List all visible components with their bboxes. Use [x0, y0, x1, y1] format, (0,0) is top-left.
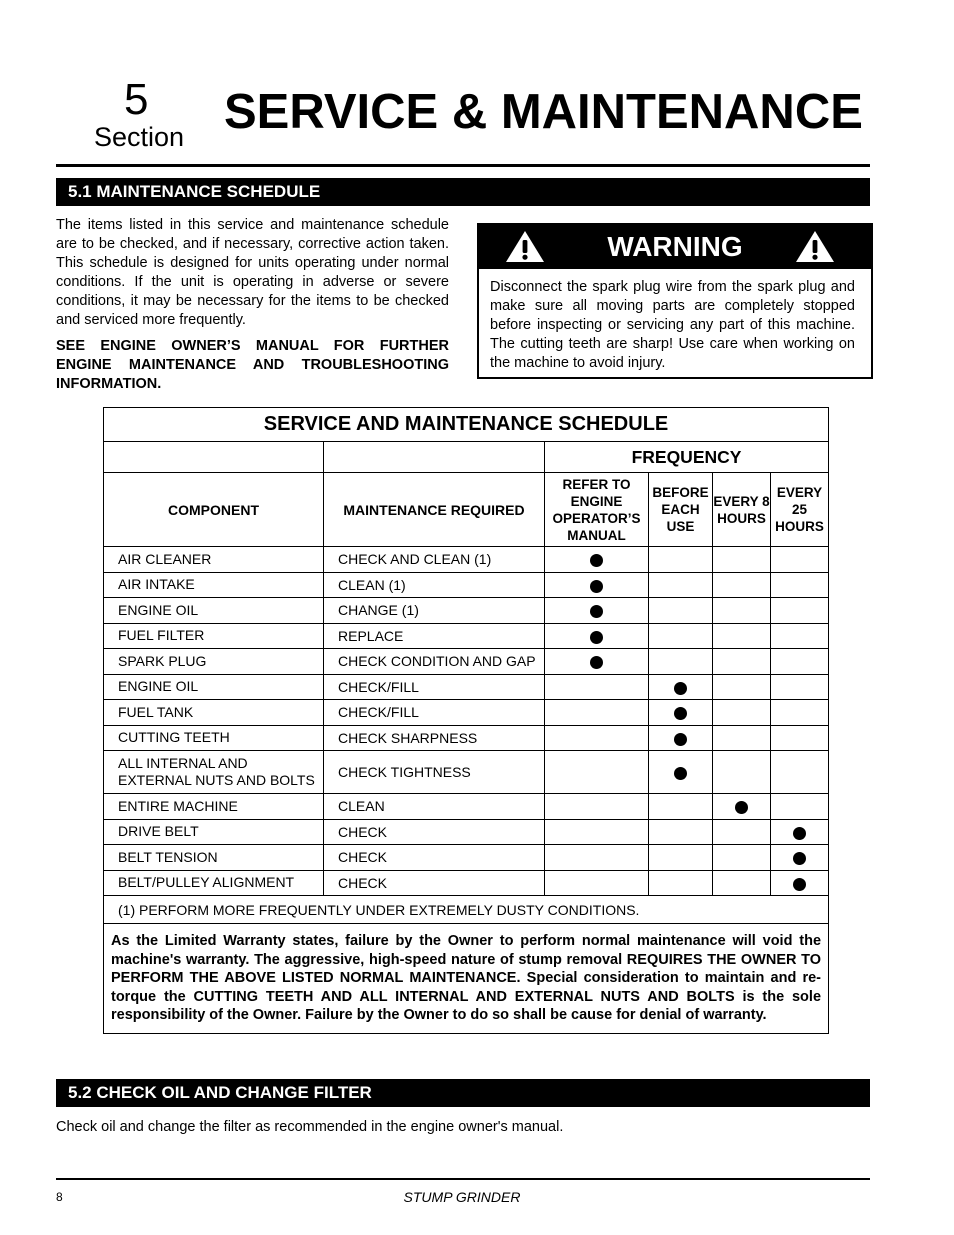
frequency-cell-refer [545, 649, 649, 675]
maintenance-cell: CHANGE (1) [324, 598, 545, 624]
schedule-dot-icon [590, 554, 603, 567]
frequency-cell-every25 [771, 819, 829, 845]
frequency-cell-before [649, 794, 713, 820]
maintenance-cell: CLEAN (1) [324, 572, 545, 598]
frequency-cell-every8 [713, 598, 771, 624]
frequency-cell-every25 [771, 598, 829, 624]
schedule-dot-icon [590, 631, 603, 644]
frequency-cell-before [649, 845, 713, 871]
frequency-cell-before [649, 674, 713, 700]
column-header-every-25-hours: EVERY 25 HOURS [771, 473, 829, 547]
warning-title: WARNING [607, 231, 743, 262]
schedule-dot-icon [674, 707, 687, 720]
frequency-cell-every8 [713, 794, 771, 820]
frequency-cell-refer [545, 845, 649, 871]
maintenance-cell: CHECK [324, 819, 545, 845]
schedule-dot-icon [674, 733, 687, 746]
page-title: SERVICE & MAINTENANCE [224, 85, 863, 139]
maintenance-cell: CHECK AND CLEAN (1) [324, 547, 545, 573]
frequency-cell-every8 [713, 547, 771, 573]
frequency-cell-every8 [713, 623, 771, 649]
footer-title [0, 1189, 954, 1205]
component-cell: ALL INTERNAL AND EXTERNAL NUTS AND BOLTS [104, 751, 324, 794]
table-row [104, 649, 829, 675]
table-row [104, 751, 829, 794]
column-header-refer-manual: REFER TO ENGINE OPERATOR’S MANUAL [545, 473, 649, 547]
frequency-cell-refer [545, 725, 649, 751]
table-row [104, 845, 829, 871]
frequency-cell-every25 [771, 845, 829, 871]
schedule-dot-icon [793, 852, 806, 865]
frequency-cell-before [649, 598, 713, 624]
table-row [104, 623, 829, 649]
frequency-cell-before [649, 547, 713, 573]
frequency-cell-every8 [713, 751, 771, 794]
warning-box [477, 223, 873, 379]
frequency-cell-every25 [771, 751, 829, 794]
frequency-cell-before [649, 751, 713, 794]
blank-header-cell [324, 442, 545, 473]
frequency-cell-every8 [713, 819, 771, 845]
schedule-dot-icon [590, 580, 603, 593]
schedule-dot-icon [674, 767, 687, 780]
warning-header [479, 225, 871, 269]
table-row [104, 572, 829, 598]
maintenance-cell: CLEAN [324, 794, 545, 820]
frequency-cell-every25 [771, 623, 829, 649]
column-header-every-8-hours: EVERY 8 HOURS [713, 473, 771, 547]
frequency-cell-every8 [713, 725, 771, 751]
warning-text: Disconnect the spark plug wire from the spark plug and make sure all moving parts are completely stopped before inspecting or servicing any part of this machine. The cutting teeth are sharp! Use care when working on the machine to avoid injury. [490, 279, 855, 371]
frequency-cell-every8 [713, 870, 771, 896]
component-cell: ENTIRE MACHINE [104, 794, 324, 820]
schedule-title: SERVICE AND MAINTENANCE SCHEDULE [104, 408, 829, 442]
frequency-cell-every8 [713, 572, 771, 598]
frequency-cell-refer [545, 794, 649, 820]
schedule-dot-icon [793, 827, 806, 840]
frequency-cell-every8 [713, 845, 771, 871]
frequency-cell-before [649, 649, 713, 675]
maintenance-schedule-table [103, 407, 829, 1034]
frequency-cell-refer [545, 623, 649, 649]
maintenance-cell: CHECK CONDITION AND GAP [324, 649, 545, 675]
schedule-dot-icon [590, 605, 603, 618]
frequency-cell-before [649, 572, 713, 598]
footer-divider [56, 1178, 870, 1180]
frequency-cell-before [649, 725, 713, 751]
maintenance-cell: CHECK/FILL [324, 700, 545, 726]
blank-header-cell [104, 442, 324, 473]
footer-title-text: STUMP GRINDER [403, 1189, 521, 1205]
component-cell: ENGINE OIL [104, 598, 324, 624]
frequency-cell-refer [545, 751, 649, 794]
check-oil-text: Check oil and change the filter as recommended in the engine owner's manual. [56, 1119, 564, 1135]
schedule-dot-icon [793, 878, 806, 891]
maintenance-cell: CHECK/FILL [324, 674, 545, 700]
table-row [104, 794, 829, 820]
frequency-cell-before [649, 700, 713, 726]
maintenance-cell: CHECK SHARPNESS [324, 725, 545, 751]
frequency-cell-refer [545, 674, 649, 700]
component-cell: FUEL FILTER [104, 623, 324, 649]
maintenance-cell: CHECK [324, 870, 545, 896]
frequency-cell-every25 [771, 649, 829, 675]
warranty-notice: As the Limited Warranty states, failure by the Owner to perform normal maintenance will void the machine's warranty. The aggressive, high-speed nature of stump removal REQUIRES THE OWNER TO PERFORM THE ABOVE LISTED NORMAL MAINTENANCE. Special consideration to maintain and re-torque the CUTTING TEETH AND ALL INTERNAL AND EXTERNAL NUTS AND BOLTS is the sole responsibility of the Owner. Failure by the Owner to do so shall be cause for denial of warranty. [104, 924, 829, 1034]
component-cell: SPARK PLUG [104, 649, 324, 675]
component-cell: AIR CLEANER [104, 547, 324, 573]
table-row [104, 819, 829, 845]
component-cell: BELT/PULLEY ALIGNMENT [104, 870, 324, 896]
component-cell: ENGINE OIL [104, 674, 324, 700]
component-cell: FUEL TANK [104, 700, 324, 726]
frequency-cell-refer [545, 700, 649, 726]
column-header-maintenance: MAINTENANCE REQUIRED [324, 473, 545, 547]
component-cell: BELT TENSION [104, 845, 324, 871]
schedule-dot-icon [590, 656, 603, 669]
frequency-cell-every25 [771, 794, 829, 820]
frequency-header: FREQUENCY [545, 442, 829, 473]
frequency-cell-refer [545, 870, 649, 896]
column-header-before-each-use: BEFORE EACH USE [649, 473, 713, 547]
page-number: 8 [56, 1190, 63, 1204]
frequency-cell-before [649, 623, 713, 649]
section-label: Section [94, 122, 185, 152]
maintenance-cell: CHECK TIGHTNESS [324, 751, 545, 794]
table-row [104, 547, 829, 573]
frequency-cell-every8 [713, 700, 771, 726]
table-row [104, 725, 829, 751]
component-cell: DRIVE BELT [104, 819, 324, 845]
frequency-cell-refer [545, 598, 649, 624]
table-row [104, 598, 829, 624]
frequency-cell-every8 [713, 649, 771, 675]
header-divider [56, 164, 870, 167]
warning-triangle-icon [795, 230, 835, 263]
component-cell: CUTTING TEETH [104, 725, 324, 751]
intro-bold-notice: SEE ENGINE OWNER’S MANUAL FOR FURTHER ENGINE MAINTENANCE AND TROUBLESHOOTING INFORMATION. [56, 338, 449, 392]
frequency-cell-every25 [771, 700, 829, 726]
section-number: 5 [124, 75, 149, 124]
frequency-cell-before [649, 870, 713, 896]
table-row [104, 870, 829, 896]
frequency-cell-before [649, 819, 713, 845]
section-heading-check-oil: 5.2 CHECK OIL AND CHANGE FILTER [56, 1079, 870, 1107]
frequency-cell-refer [545, 547, 649, 573]
schedule-dot-icon [735, 801, 748, 814]
schedule-rows [104, 547, 829, 896]
frequency-cell-refer [545, 572, 649, 598]
table-row [104, 674, 829, 700]
frequency-cell-refer [545, 819, 649, 845]
frequency-cell-every25 [771, 725, 829, 751]
frequency-cell-every8 [713, 674, 771, 700]
frequency-cell-every25 [771, 870, 829, 896]
table-row [104, 700, 829, 726]
maintenance-cell: REPLACE [324, 623, 545, 649]
column-header-component: COMPONENT [104, 473, 324, 547]
maintenance-cell: CHECK [324, 845, 545, 871]
section-heading-maintenance-schedule: 5.1 MAINTENANCE SCHEDULE [56, 178, 870, 206]
schedule-footnote: (1) PERFORM MORE FREQUENTLY UNDER EXTREMELY DUSTY CONDITIONS. [104, 896, 829, 924]
frequency-cell-every25 [771, 547, 829, 573]
frequency-cell-every25 [771, 572, 829, 598]
intro-paragraph: The items listed in this service and maintenance schedule are to be checked, and if necessary, corrective action taken. This schedule is designed for units operating under normal conditions. If the unit is operating in adverse or severe conditions, it may be necessary for the items to be checked and serviced more frequently. [56, 217, 449, 328]
component-cell: AIR INTAKE [104, 572, 324, 598]
schedule-dot-icon [674, 682, 687, 695]
frequency-cell-every25 [771, 674, 829, 700]
